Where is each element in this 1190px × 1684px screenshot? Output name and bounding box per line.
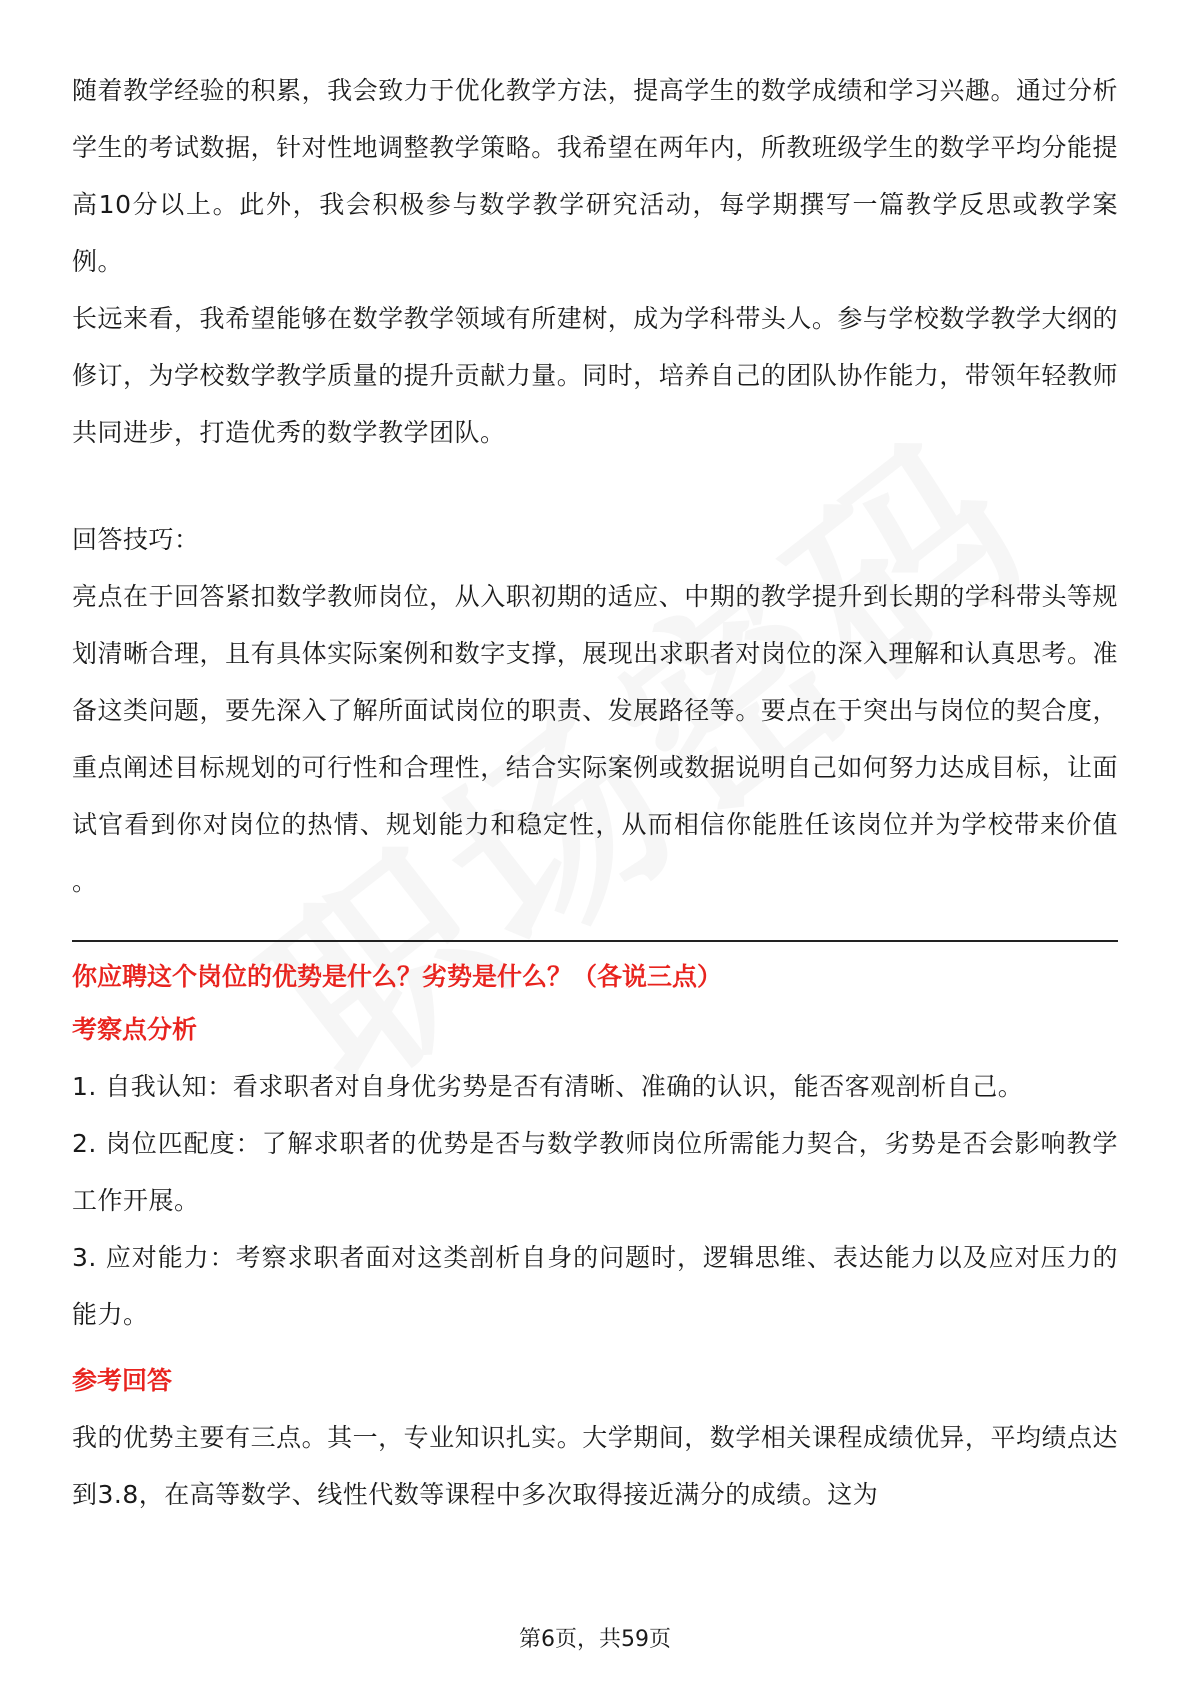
- analysis-title: 考察点分析: [72, 1015, 198, 1044]
- question-title: 你应聘这个岗位的优势是什么？劣势是什么？（各说三点）: [72, 962, 723, 991]
- page-footer: 第6页，共59页: [519, 1627, 671, 1652]
- tips-heading: 回答技巧：: [72, 525, 200, 554]
- tips-body: 亮点在于回答紧扣数学教师岗位，从入职初期的适应、中期的教学提升到长期的学科带头等规划清晰合理，且有具体实际案例和数字支撑，展现出求职者对岗位的深入理解和认真思考。准备这类问题，要先深入了解所面试岗位的职责、发展路径等。要点在于突出与岗位的契合度，重点阐述目标规划的可行性和合理性，结合实际案例或数据说明自己如何努力达成目标，让面试官看到你对岗位的热情、规划能力和稳定性，从而相信你能胜任该岗位并为学校带来价值 。: [72, 582, 1118, 896]
- reference-title: 参考回答: [72, 1366, 173, 1395]
- intro-paragraph-1: 随着教学经验的积累，我会致力于优化教学方法，提高学生的数学成绩和学习兴趣。通过分析学生的考试数据，针对性地调整教学策略。我希望在两年内，所教班级学生的数学平均分能提高10分以上。此外，我会积极参与数学教学研究活动，每学期撰写一篇教学反思或教学案例。: [72, 76, 1118, 276]
- analysis-item-1: 1. 自我认知：看求职者对自身优劣势是否有清晰、准确的认识，能否客观剖析自己。: [72, 1072, 1024, 1101]
- analysis-item-3: 3. 应对能力：考察求职者面对这类剖析自身的问题时，逻辑思维、表达能力以及应对压力的能力。: [72, 1243, 1118, 1329]
- section-divider: [72, 940, 1118, 942]
- document-page: [72, 62, 1118, 1523]
- intro-paragraph-2: 长远来看，我希望能够在数学教学领域有所建树，成为学科带头人。参与学校数学教学大纲的修订，为学校数学教学质量的提升贡献力量。同时，培养自己的团队协作能力，带领年轻教师共同进步，打造优秀的数学教学团队。: [72, 304, 1118, 447]
- reference-body: 我的优势主要有三点。其一，专业知识扎实。大学期间，数学相关课程成绩优异，平均绩点达到3.8，在高等数学、线性代数等课程中多次取得接近满分的成绩。这为: [72, 1423, 1118, 1509]
- analysis-item-2: 2. 岗位匹配度：了解求职者的优势是否与数学教师岗位所需能力契合，劣势是否会影响教学工作开展。: [72, 1129, 1118, 1215]
